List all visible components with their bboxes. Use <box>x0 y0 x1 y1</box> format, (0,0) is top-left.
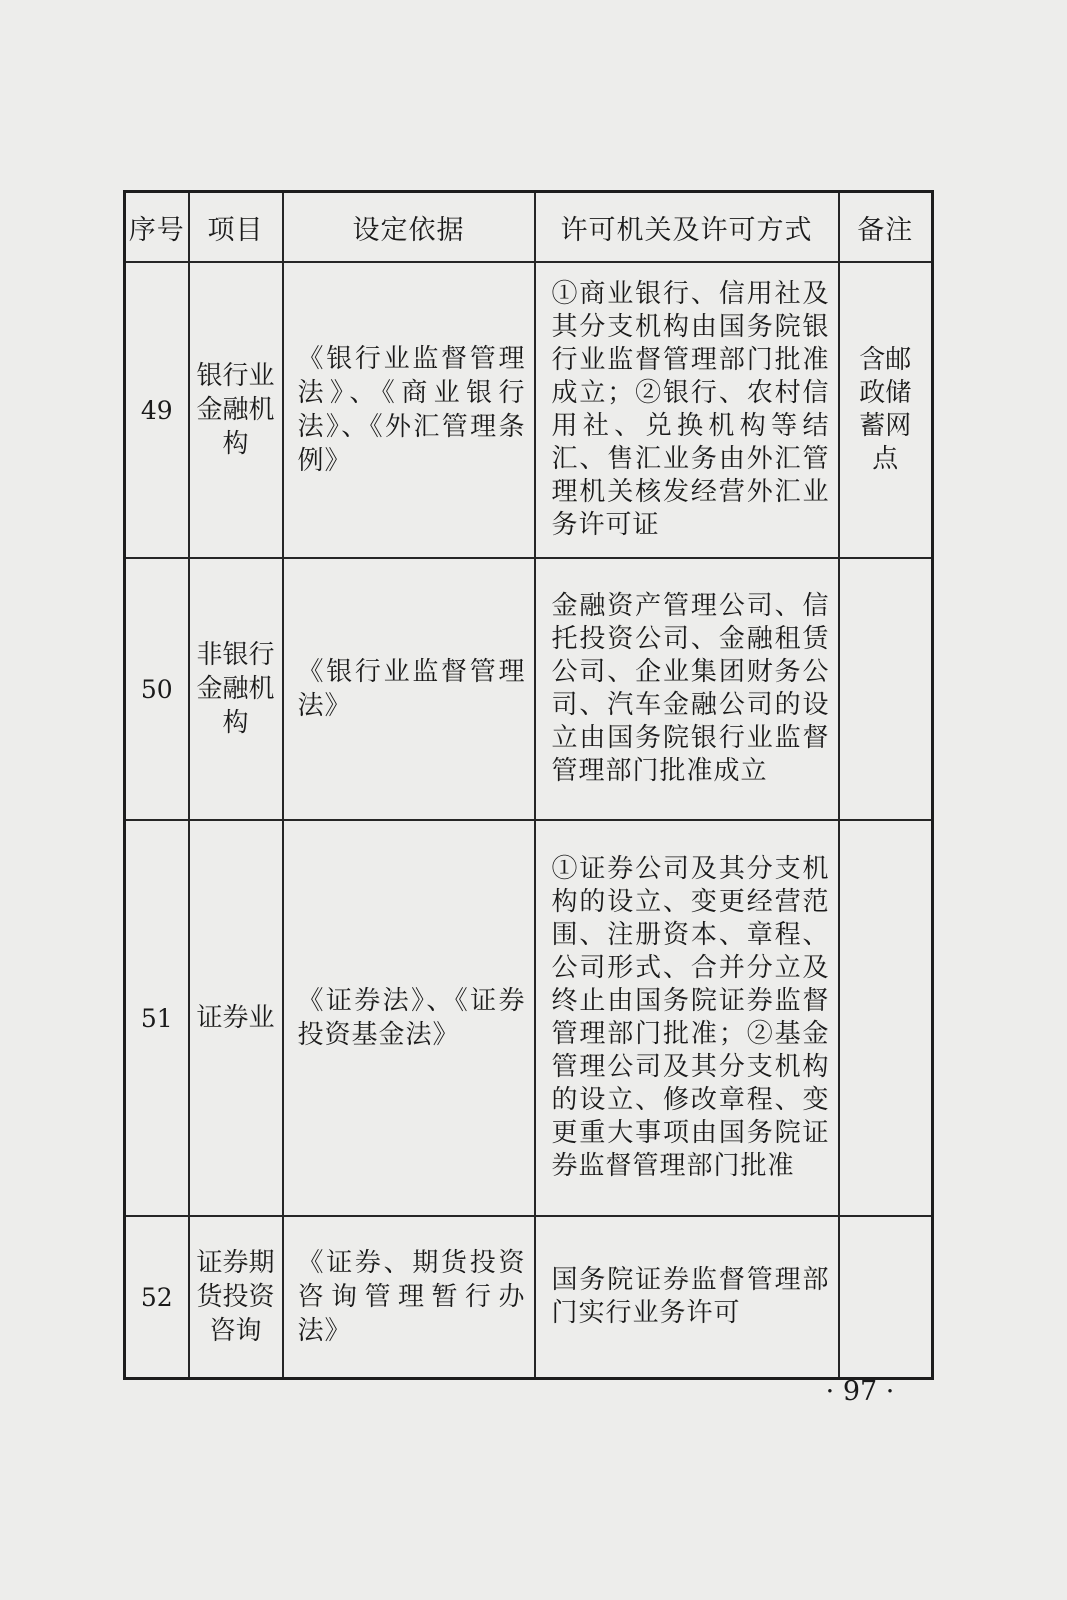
row-remarks <box>839 1216 933 1379</box>
row-serial-number: 50 <box>125 558 189 820</box>
row-legal-basis: 《银行业监督管理法》 <box>283 558 535 820</box>
row-serial-number: 49 <box>125 262 189 558</box>
table-row <box>125 558 933 820</box>
header-remarks: 备注 <box>839 192 933 263</box>
row-remarks <box>839 820 933 1216</box>
row-legal-basis: 《证券、期货投资咨询管理暂行办法》 <box>283 1216 535 1379</box>
row-authority: ①证券公司及其分支机构的设立、变更经营范围、注册资本、章程、公司形式、合并分立及终止由国务院证券监督管理部门批准；②基金管理公司及其分支机构的设立、修改章程、变更重大事项由国务院证券监督管理部门批准 <box>535 820 839 1216</box>
row-authority: 金融资产管理公司、信托投资公司、金融租赁公司、企业集团财务公司、汽车金融公司的设立由国务院银行业监督管理部门批准成立 <box>535 558 839 820</box>
row-item: 证券期货投资咨询 <box>189 1216 283 1379</box>
row-remarks: 含邮政储蓄网点 <box>839 262 933 558</box>
row-item: 证券业 <box>189 820 283 1216</box>
header-item: 项目 <box>189 192 283 263</box>
table-row <box>125 820 933 1216</box>
row-item: 银行业金融机构 <box>189 262 283 558</box>
license-table <box>123 190 934 1380</box>
table-row <box>125 262 933 558</box>
row-serial-number: 51 <box>125 820 189 1216</box>
page-number: · 97 · <box>825 1376 895 1407</box>
row-legal-basis: 《银行业监督管理法》、《商业银行法》、《外汇管理条例》 <box>283 262 535 558</box>
table-row <box>125 1216 933 1379</box>
row-serial-number: 52 <box>125 1216 189 1379</box>
row-authority: 国务院证券监督管理部门实行业务许可 <box>535 1216 839 1379</box>
table-header-row <box>125 192 933 263</box>
row-legal-basis: 《证券法》、《证券投资基金法》 <box>283 820 535 1216</box>
row-authority: ①商业银行、信用社及其分支机构由国务院银行业监督管理部门批准成立；②银行、农村信用社、兑换机构等结汇、售汇业务由外汇管理机关核发经营外汇业务许可证 <box>535 262 839 558</box>
row-remarks <box>839 558 933 820</box>
header-authority-and-method: 许可机关及许可方式 <box>535 192 839 263</box>
header-legal-basis: 设定依据 <box>283 192 535 263</box>
header-serial-number: 序号 <box>125 192 189 263</box>
row-item: 非银行金融机构 <box>189 558 283 820</box>
